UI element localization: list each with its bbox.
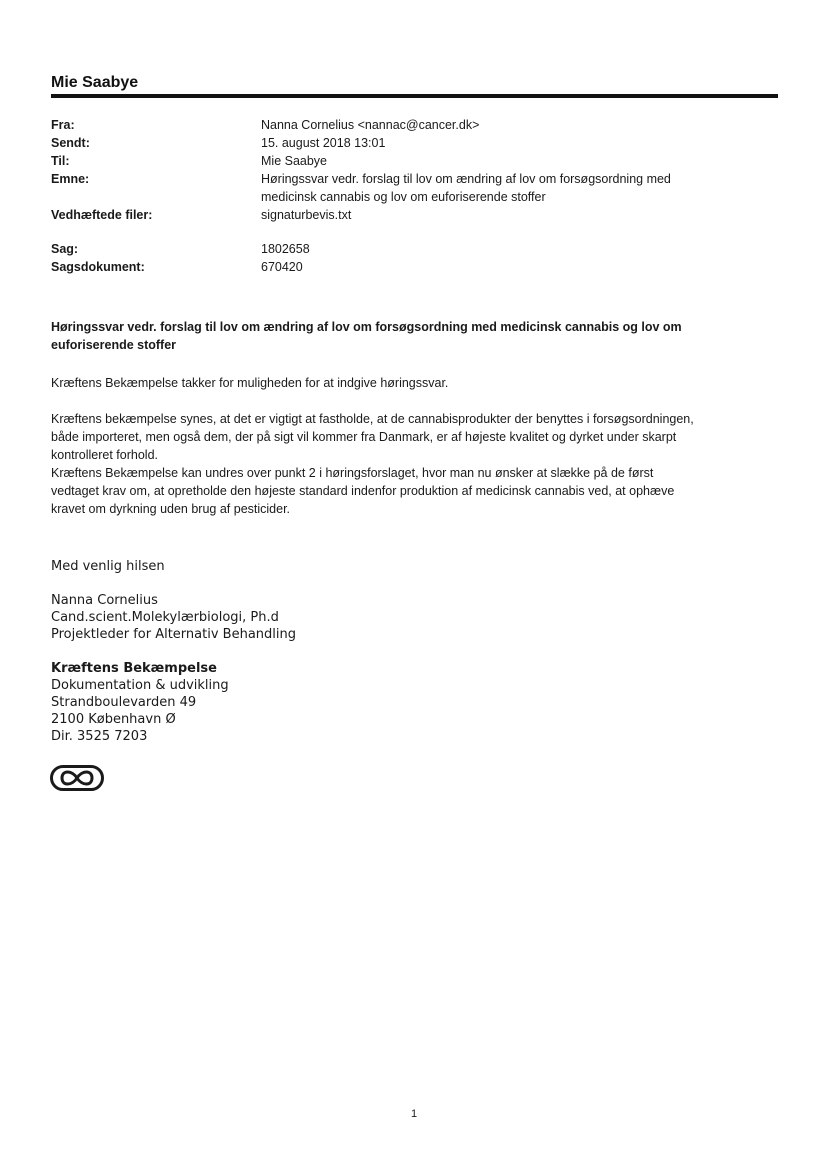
subject-value-line: Høringssvar vedr. forslag til lov om ændring af lov om forsøgsordning med — [261, 172, 671, 186]
kraeftens-bekaempelse-logo-icon — [50, 765, 104, 791]
signature-degree: Cand.scient.Molekylærbiologi, Ph.d — [51, 610, 279, 625]
body-paragraph-line: kravet om dyrkning uden brug af pesticider. — [51, 502, 291, 516]
meta-row-case-document — [51, 258, 771, 276]
signature-department: Dokumentation & udvikling — [51, 678, 229, 693]
signature-city: 2100 København Ø — [51, 712, 176, 727]
signature-organization: Kræftens Bekæmpelse — [51, 661, 217, 676]
attachments-label: Vedhæftede filer: — [51, 208, 153, 222]
meta-row-case — [51, 240, 771, 258]
body-paragraph-line: Kræftens Bekæmpelse kan undres over punkt 2 i høringsforslaget, hvor man nu ønsker at slække på de først — [51, 466, 654, 480]
body-paragraph-line: kontrolleret forhold. — [51, 448, 159, 462]
body-paragraph-line: både importeret, men også dem, der på sigt vil kommer fra Danmark, er af højeste kvalitet og dyrket under skarpt — [51, 430, 677, 444]
email-signature — [51, 558, 651, 745]
paragraph-spacer — [51, 392, 786, 410]
case-label: Sag: — [51, 242, 79, 256]
subject-label: Emne: — [51, 172, 90, 186]
signature-role: Projektleder for Alternativ Behandling — [51, 627, 296, 642]
subject-value — [261, 170, 771, 206]
meta-row-to — [51, 152, 771, 170]
meta-row-from — [51, 116, 771, 134]
header-rule — [51, 94, 778, 98]
body-heading — [51, 318, 751, 354]
signature-name: Nanna Cornelius — [51, 593, 158, 608]
case-document-label: Sagsdokument: — [51, 260, 145, 274]
meta-row-attachments — [51, 206, 771, 224]
page-number: 1 — [410, 1108, 418, 1120]
meta-row-subject — [51, 170, 771, 206]
sent-value: 15. august 2018 13:01 — [261, 136, 386, 150]
signature-spacer — [51, 575, 651, 592]
sent-label: Sendt: — [51, 136, 90, 150]
attachments-value: signaturbevis.txt — [261, 208, 352, 222]
subject-value-line: medicinsk cannabis og lov om euforiserende stoffer — [261, 190, 546, 204]
signature-phone: Dir. 3525 7203 — [51, 729, 148, 744]
body-heading-line: Høringssvar vedr. forslag til lov om ændring af lov om forsøgsordning med medicinsk cannabis og lov om — [51, 320, 682, 334]
case-document-value: 670420 — [261, 260, 303, 274]
signature-spacer — [51, 643, 651, 660]
body-paragraph: Kræftens Bekæmpelse takker for muligheden for at indgive høringssvar. — [51, 376, 449, 390]
meta-row-sent — [51, 134, 771, 152]
email-body — [51, 374, 786, 518]
mailbox-owner-name: Mie Saabye — [51, 74, 139, 91]
body-heading-line: euforiserende stoffer — [51, 338, 177, 352]
signature-street: Strandboulevarden 49 — [51, 695, 197, 710]
from-label: Fra: — [51, 118, 75, 132]
to-label: Til: — [51, 154, 70, 168]
body-paragraph-line: Kræftens bekæmpelse synes, at det er vigtigt at fastholde, at de cannabisprodukter der benyttes i forsøgsordningen, — [51, 412, 694, 426]
body-paragraph-line: vedtaget krav om, at opretholde den højeste standard indenfor produktion af medicinsk cannabis ved, at ophæve — [51, 484, 675, 498]
case-value: 1802658 — [261, 242, 310, 256]
from-value: Nanna Cornelius <nannac@cancer.dk> — [261, 118, 480, 132]
email-metadata — [51, 116, 771, 276]
signature-greeting: Med venlig hilsen — [51, 559, 165, 574]
to-value: Mie Saabye — [261, 154, 328, 168]
meta-spacer — [51, 224, 771, 240]
